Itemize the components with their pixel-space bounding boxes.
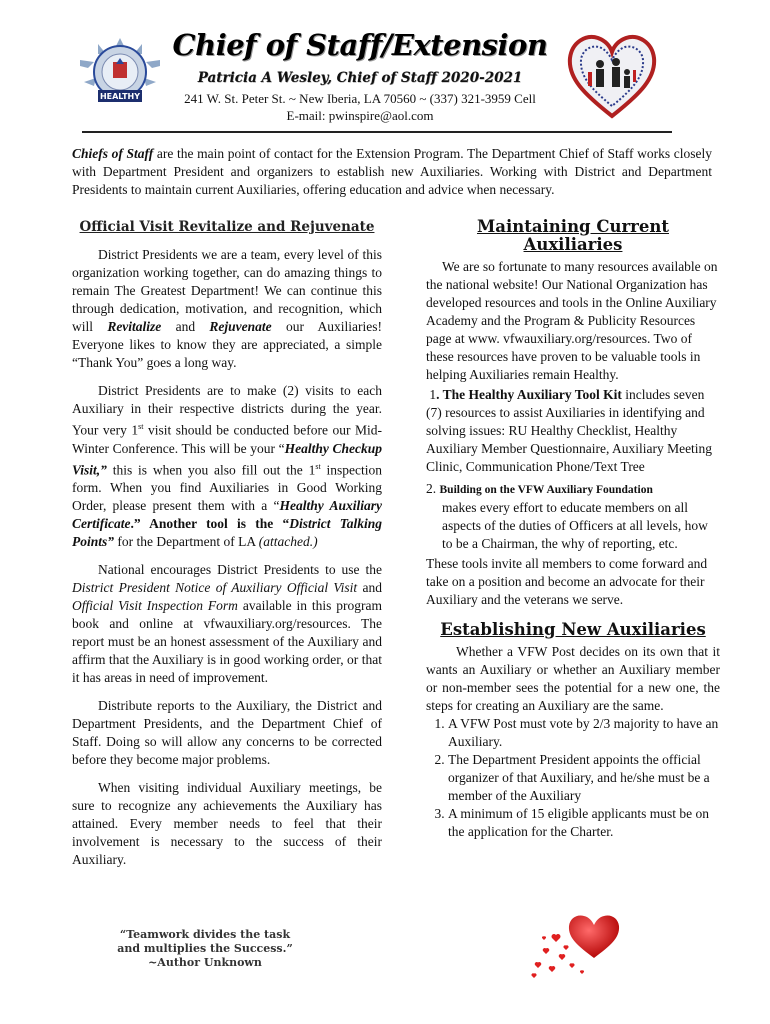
official-visit-heading: Official Visit Revitalize and Rejuvenate: [79, 219, 375, 235]
steps-list: [426, 715, 720, 841]
teamwork-quote: [100, 928, 310, 970]
left-paragraph-4: Distribute reports to the Auxiliary, the District and Department Presidents, and the Department Chief of Staff. Doing so will allow any concerns to be corrected before they become major problems.: [72, 698, 382, 767]
intro-text: are the main point of contact for the Extension Program. The Department Chief of Staff works closely with Department President and organizers to establish new Auxiliaries. Working with District and Department Presidents to maintain current Auxiliaries, offering education and advice when necessary.: [72, 146, 712, 197]
quote-line-2: and multiplies the Success.”: [117, 942, 293, 955]
list-item: 1. A VFW Post must vote by 2/3 majority to have an Auxiliary.: [448, 715, 720, 751]
right-column: [426, 218, 720, 841]
tool-kit-item: 1. The Healthy Auxiliary Tool Kit includes seven (7) resources to assist Auxiliaries in identifying and solving issues: RU Healthy Checklist, Healthy Auxiliary Member Questionnaire, Auxiliary Meeting Clinic, Communication Phone/Text Tree: [426, 387, 713, 474]
hearts-decoration: [526, 902, 636, 987]
establishing-heading: Establishing New Auxiliaries: [440, 620, 706, 639]
left-paragraph-1: District Presidents we are a team, every level of this organization working together, can do amazing things to remain The Greatest Department! We can continue this through dedication, motivation, and recognition, which will Revitalize and Rejuvenate our Auxiliaries! Everyone likes to know they are appreciated, a simple “Thank You” goes a long way.: [72, 247, 382, 370]
foundation-text: makes every effort to educate members on all aspects of the duties of Officers at all levels, how to be a Chairman, the why of reporting, etc.: [442, 500, 708, 551]
right-paragraph-3: Whether a VFW Post decides on its own that it wants an Auxiliary or whether an Auxiliary member or non-member sees the potential for a new one, the steps for creating an Auxiliary are the same.: [426, 644, 720, 713]
left-column: [72, 218, 382, 879]
right-paragraph-1: We are so fortunate to many resources available on the national website! Our National Organization has developed resources and tools in the Online Auxiliary Academy and the Program & Publicity Resources page at www. vfwauxiliary.org/resources. Two of these resources have proven to be valuable tools in helping Auxiliaries remain Healthy.: [426, 259, 718, 382]
page-subtitle: Patricia A Wesley, Chief of Staff 2020-2021: [197, 70, 523, 86]
quote-line-1: “Teamwork divides the task: [119, 928, 291, 941]
contact-address: 241 W. St. Peter St. ~ New Iberia, LA 70560 ~ (337) 321-3959 Cell: [184, 91, 536, 106]
page-title: Chief of Staff/Extension: [172, 28, 548, 62]
right-paragraph-2: These tools invite all members to come forward and take on a position and become an advocate for their Auxiliary and the veterans we serve.: [426, 556, 708, 607]
intro-lead: Chiefs of Staff: [72, 146, 154, 161]
logo-text: HEALTHY: [99, 92, 141, 101]
maintaining-heading: Maintaining Current Auxiliaries: [477, 217, 669, 254]
list-item: 2. The Department President appoints the official organizer of that Auxiliary, and he/she must be a member of the Auxiliary: [448, 751, 720, 805]
header-divider: [82, 131, 672, 133]
list-item: 3. A minimum of 15 eligible applicants must be on the application for the Charter.: [448, 805, 720, 841]
left-paragraph-5: When visiting individual Auxiliary meetings, be sure to recognize any achievements the Auxiliary has attained. Every member needs to feel that their involvement is necessary to the success of their Auxiliary.: [72, 780, 382, 867]
left-paragraph-2: District Presidents are to make (2) visits to each Auxiliary in their respective districts during the year. Your very 1st visit should be conducted before our Mid-Winter Conference. This will be your “Healthy Checkup Visit,” this is when you also fill out the 1st inspection form. When you find Auxiliaries in Good Working Order, please present them with a “Healthy Auxiliary Certificate.” Another tool is the “District Talking Points” for the Department of LA (attached.): [72, 383, 382, 549]
left-paragraph-3: National encourages District Presidents to use the District President Notice of Auxiliary Official Visit and Official Visit Inspection Form available in this program book and online at vfwauxiliary.org/resources. The report must be an honest assessment of the Auxiliary and affirm that the Auxiliary is in good working order, or that it has areas in need of improvement.: [72, 562, 383, 685]
foundation-item: 2. Building on the VFW Auxiliary Foundation: [426, 481, 653, 496]
military-families-heart-logo: [564, 28, 660, 129]
contact-email: E-mail: pwinspire@aol.com: [286, 108, 434, 123]
quote-author: ~Author Unknown: [148, 956, 262, 969]
intro-paragraph: [72, 145, 712, 199]
